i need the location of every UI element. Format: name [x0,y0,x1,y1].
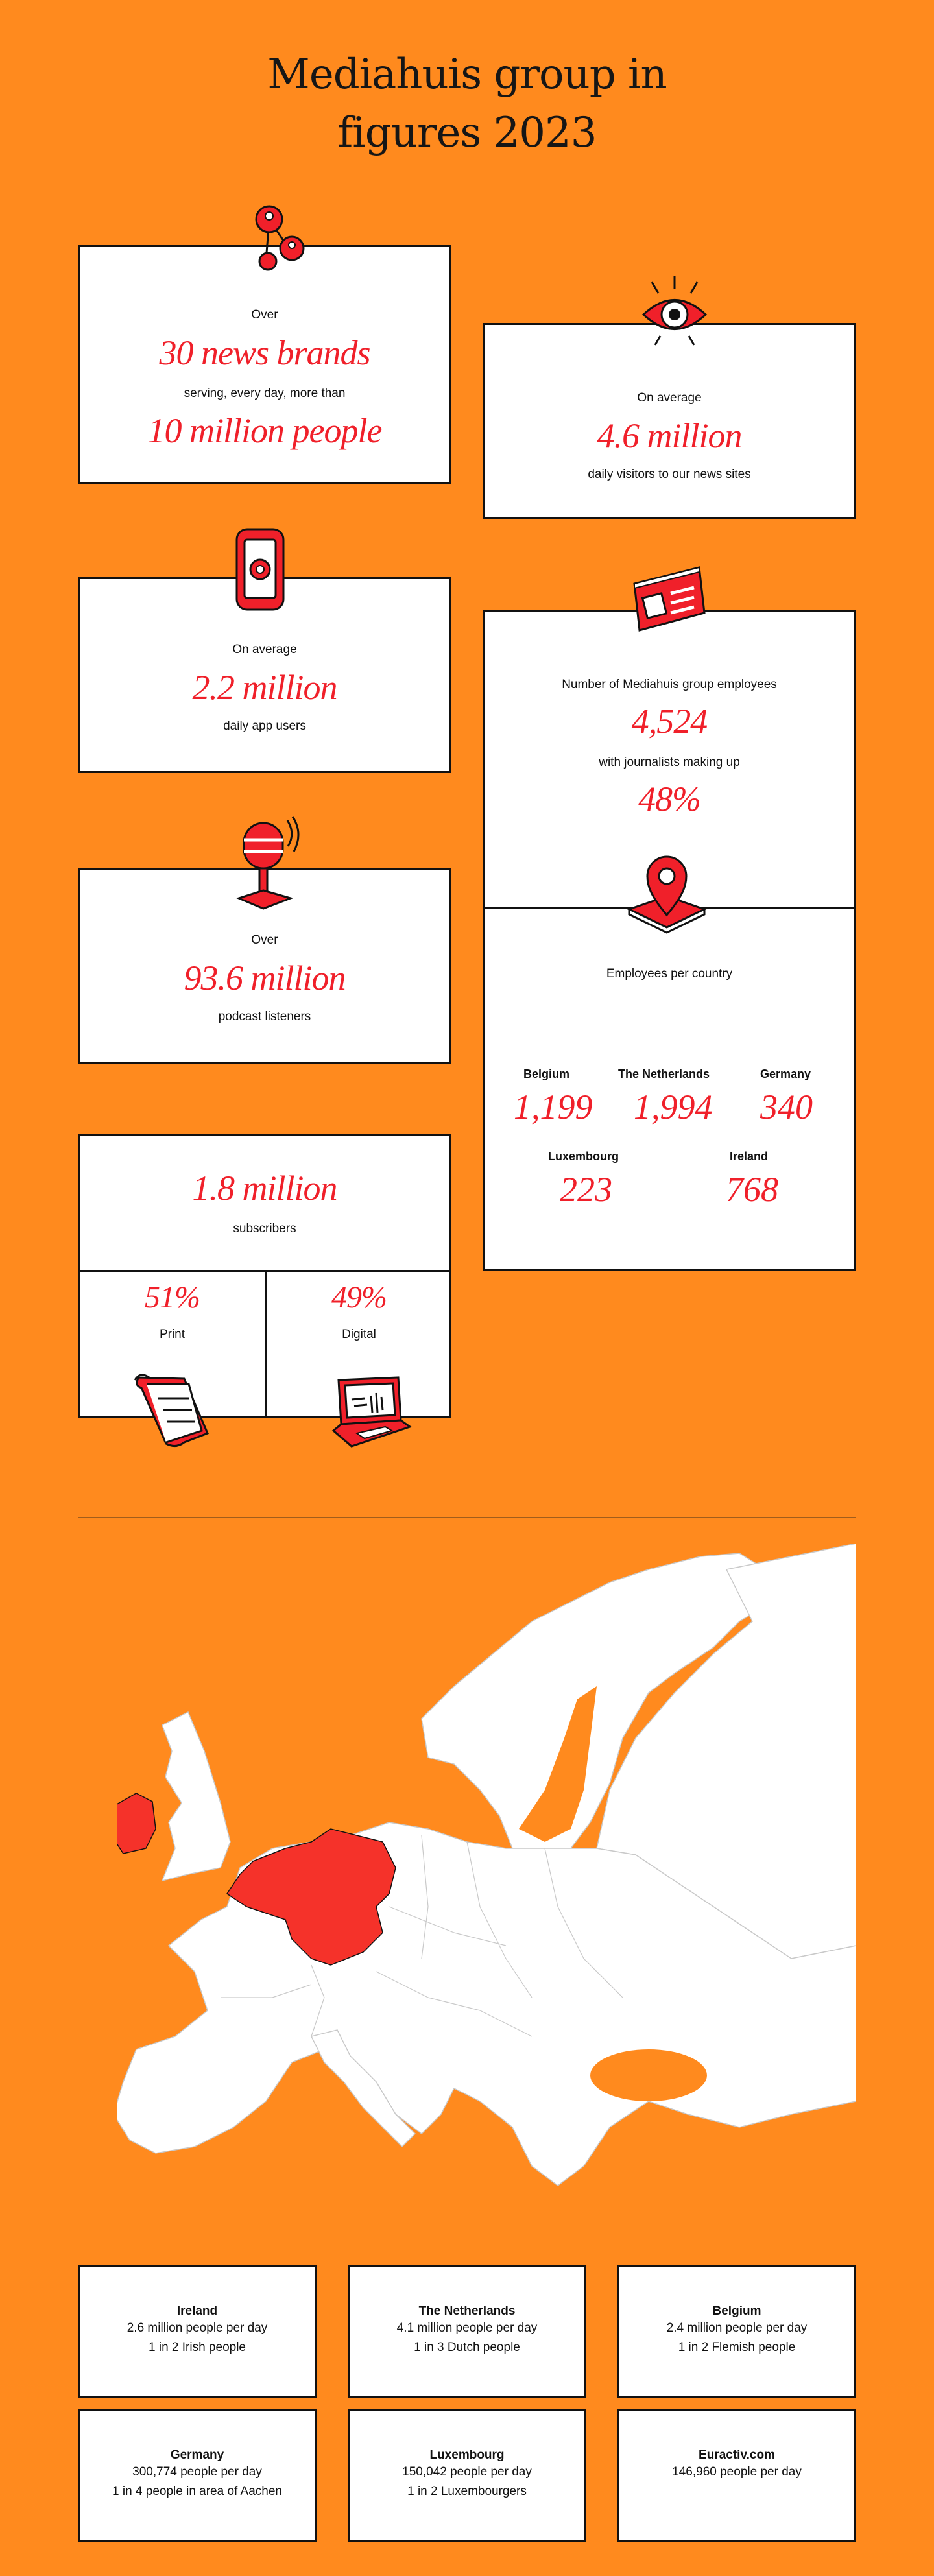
reach-line-1: 2.4 million people per day [666,2321,808,2335]
reach-card-netherlands [348,2265,586,2398]
newspaper-scroll-icon [127,1366,218,1457]
reach-line-2: 1 in 2 Luxembourgers [407,2485,527,2498]
reach-card-germany [78,2409,317,2542]
brands-count: 30 news brands [159,333,370,372]
section-divider [78,1517,856,1518]
reach-line-1: 4.1 million people per day [396,2321,538,2335]
laptop-icon [326,1367,416,1458]
reach-line-2: 1 in 2 Irish people [149,2341,246,2354]
reach-country: Germany [170,2448,224,2462]
reach-country: Euractiv.com [699,2448,775,2462]
print-value: 51% [145,1280,200,1315]
page-title [0,45,934,162]
title-line-2: figures 2023 [337,109,597,157]
map-great-britain [162,1712,230,1881]
brands-people: 10 million people [147,411,382,450]
country-value-germany: 340 [760,1088,813,1127]
map-ireland [117,1793,156,1854]
journalists-label: with journalists making up [599,756,740,769]
country-label-germany: Germany [760,1067,811,1080]
country-label-netherlands: The Netherlands [618,1067,710,1080]
digital-value: 49% [331,1280,387,1315]
id-card-icon [628,558,712,642]
country-label-belgium: Belgium [523,1067,570,1080]
reach-card-belgium [617,2265,856,2398]
location-pin-icon [621,847,712,938]
map-black-sea [590,2049,707,2101]
employees-label: Number of Mediahuis group employees [562,678,777,691]
digital-label: Digital [342,1328,376,1341]
reach-card-euractiv [617,2409,856,2542]
subscribers-value: 1.8 million [192,1169,337,1208]
reach-country: Luxembourg [429,2448,505,2462]
title-line-1: Mediahuis group in [267,51,667,99]
reach-line-1: 300,774 people per day [132,2465,262,2479]
reach-country: The Netherlands [418,2304,516,2318]
brands-pre: Over [251,308,278,322]
microphone-icon [226,814,304,918]
country-label-ireland: Ireland [730,1150,769,1163]
reach-card-luxembourg [348,2409,586,2542]
reach-card-ireland [78,2265,317,2398]
app-pre: On average [232,643,297,656]
subscribers-label: subscribers [233,1222,296,1235]
visitors-value: 4.6 million [597,416,742,455]
reach-line-1: 150,042 people per day [402,2465,532,2479]
app-value: 2.2 million [192,668,337,707]
news-brands-card [78,245,451,484]
app-label: daily app users [223,719,306,733]
employees-card [483,610,856,1271]
brands-mid: serving, every day, more than [184,387,346,400]
visitors-pre: On average [637,391,702,405]
visitors-card [483,323,856,519]
reach-line-2: 1 in 2 Flemish people [678,2341,796,2354]
reach-country: Belgium [712,2304,761,2318]
employees-value: 4,524 [631,702,708,741]
reach-line-2: 1 in 4 people in area of Aachen [112,2485,282,2498]
country-value-belgium: 1,199 [514,1088,593,1127]
network-icon [243,200,315,271]
eye-icon [636,272,713,350]
journalists-value: 48% [638,780,700,818]
europe-map [117,1544,856,2199]
reach-line-1: 2.6 million people per day [126,2321,268,2335]
country-value-luxembourg: 223 [560,1170,612,1209]
podcast-pre: Over [251,933,278,947]
country-label-luxembourg: Luxembourg [548,1150,619,1163]
podcast-value: 93.6 million [184,959,346,997]
reach-line-1: 146,960 people per day [672,2465,802,2479]
reach-country: Ireland [176,2304,218,2318]
podcast-label: podcast listeners [218,1010,311,1023]
country-value-ireland: 768 [726,1170,778,1209]
country-value-netherlands: 1,994 [634,1088,713,1127]
visitors-label: daily visitors to our news sites [588,468,751,481]
reach-line-2: 1 in 3 Dutch people [414,2341,520,2354]
print-label: Print [159,1328,186,1341]
smartphone-icon [230,524,295,615]
per-country-label: Employees per country [606,967,733,981]
